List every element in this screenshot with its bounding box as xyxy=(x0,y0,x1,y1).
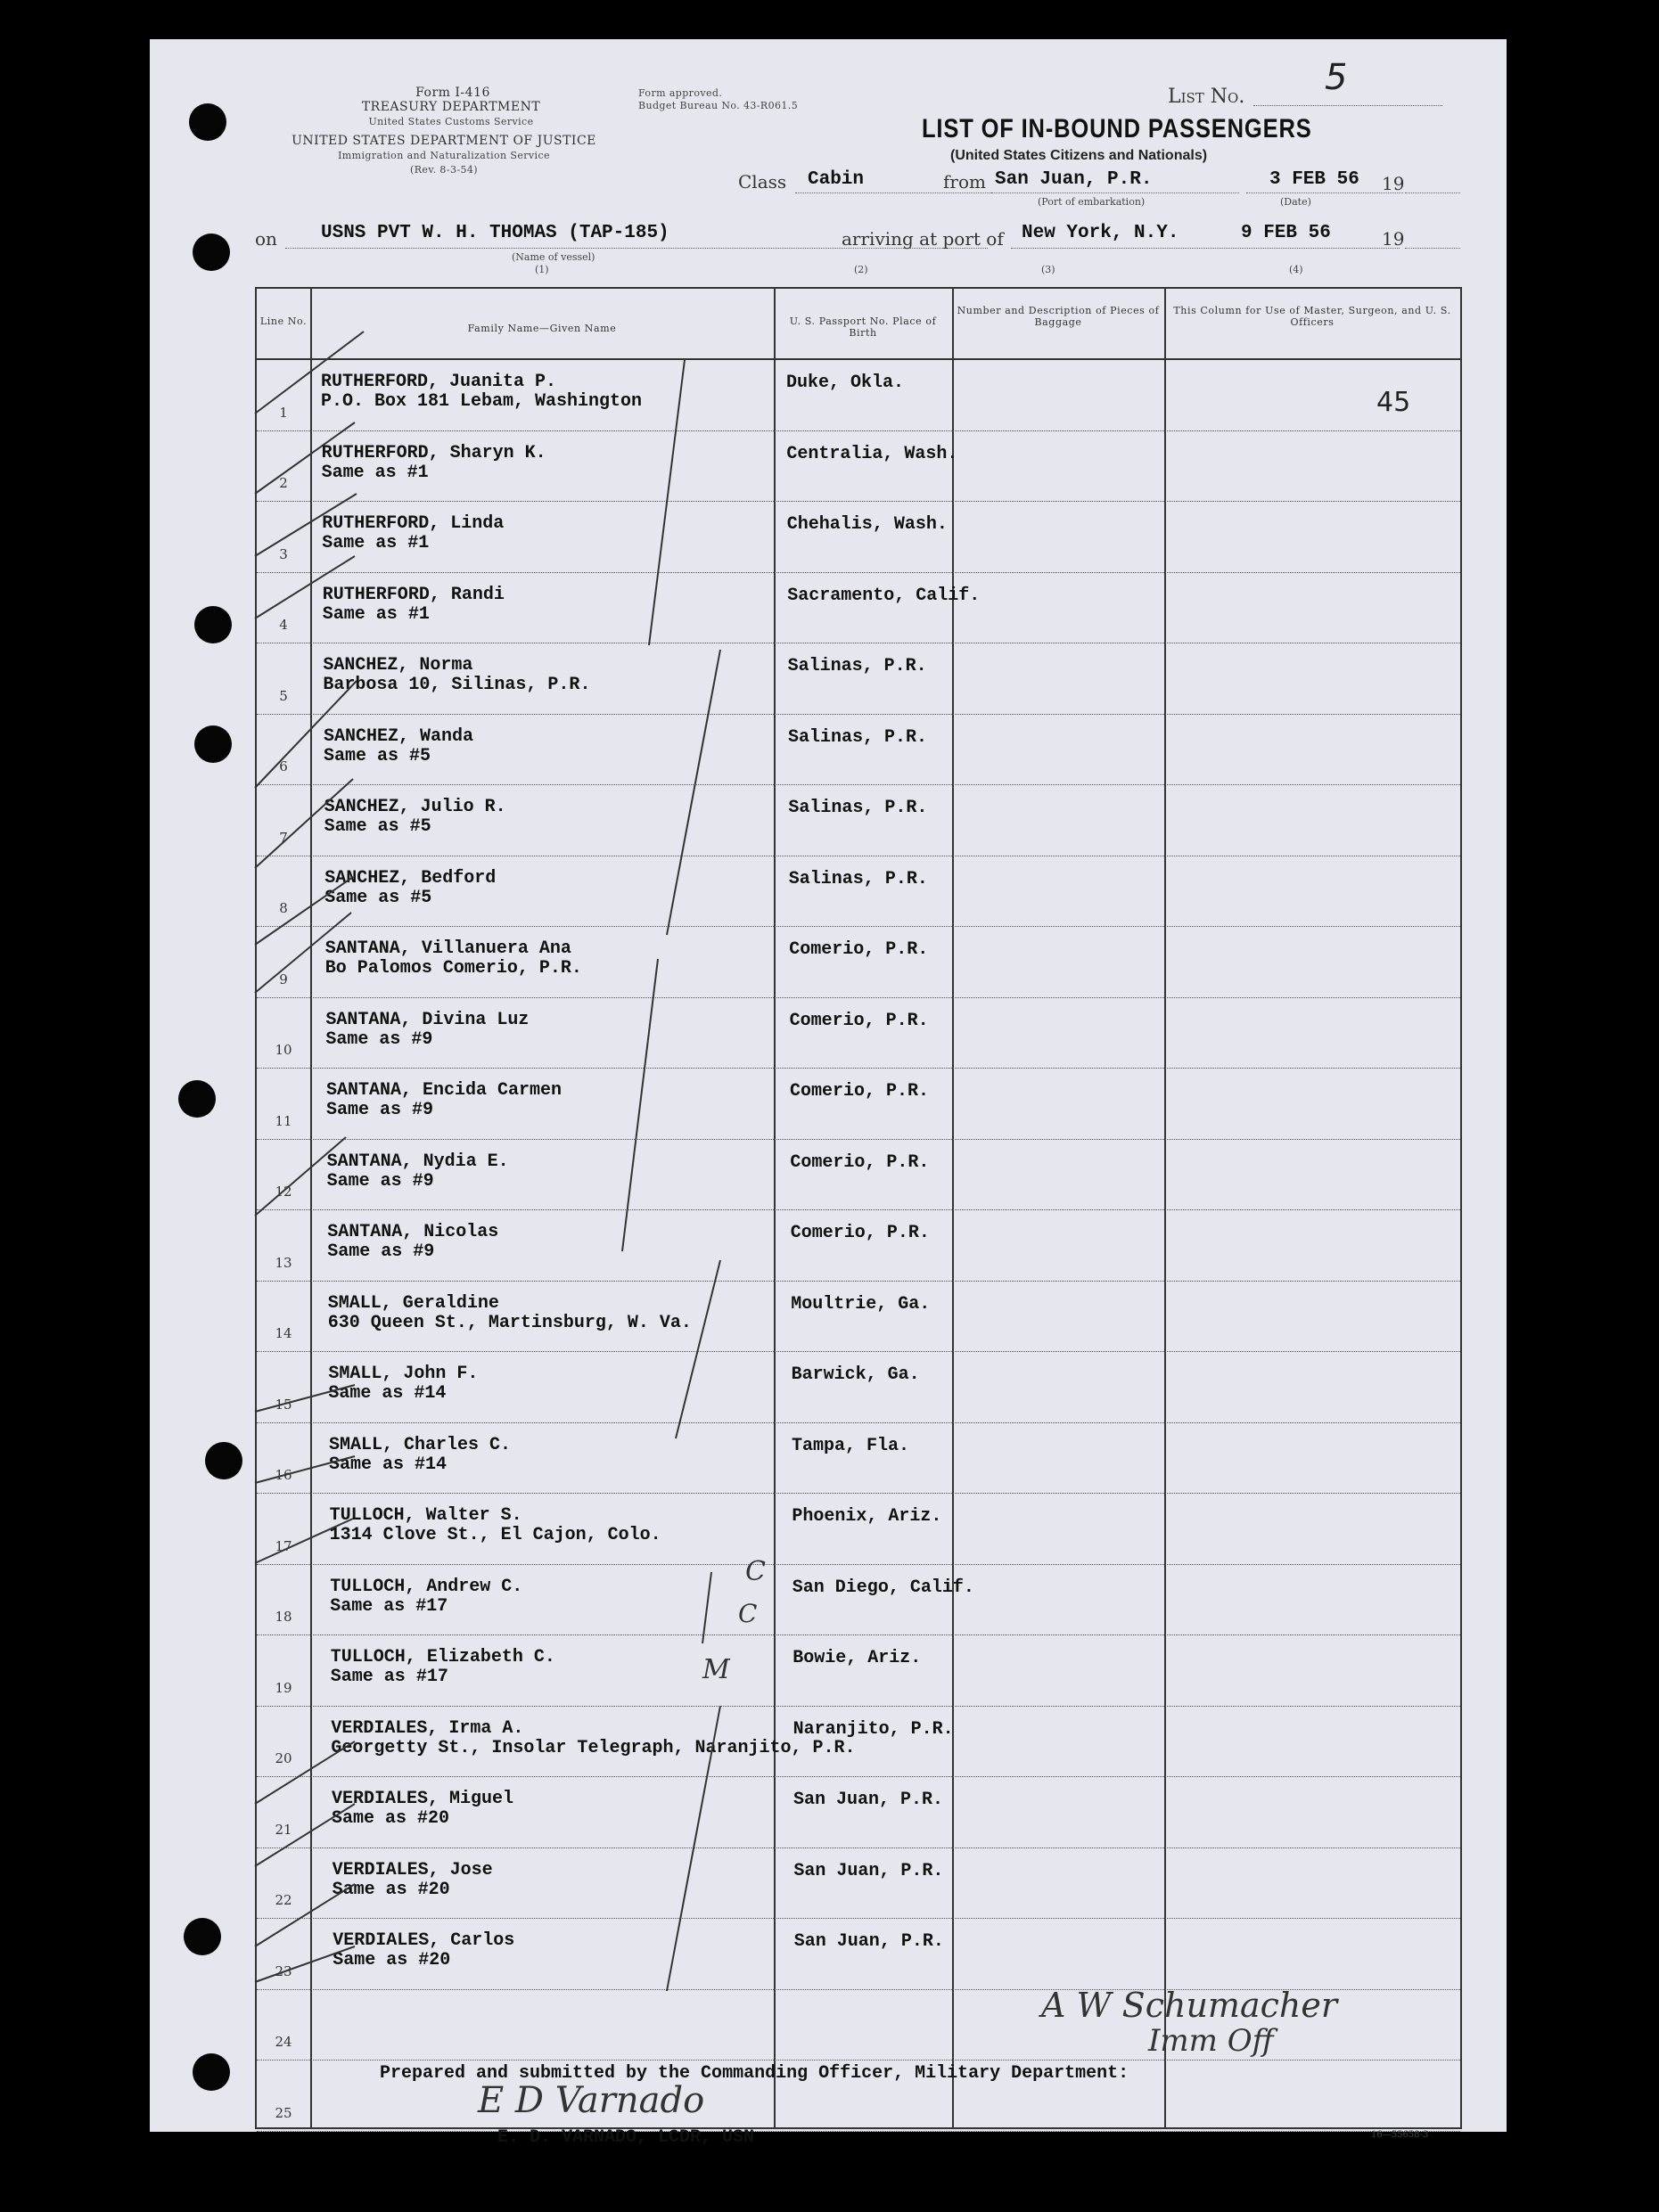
line-number: 17 xyxy=(275,1537,292,1554)
passenger-address: Same as #20 xyxy=(333,1950,451,1970)
line-number: 3 xyxy=(279,545,288,562)
passenger-name: SANTANA, Nydia E. xyxy=(326,1151,509,1172)
signer-signature: E D Varnado xyxy=(478,2080,705,2121)
from-port: San Juan, P.R. xyxy=(995,169,1153,190)
list-no-label: List No. xyxy=(1168,86,1245,108)
passenger-name: SANTANA, Encida Carmen xyxy=(326,1080,563,1101)
line-number: 10 xyxy=(275,1042,292,1058)
passenger-address: P.O. Box 181 Lebam, Washington xyxy=(321,391,643,412)
row-divider xyxy=(257,2131,1460,2132)
place-of-birth: Tampa, Fla. xyxy=(792,1435,910,1456)
place-of-birth: San Juan, P.R. xyxy=(793,1931,944,1952)
line-number: 14 xyxy=(275,1325,292,1341)
passenger-name: TULLOCH, Elizabeth C. xyxy=(330,1647,555,1667)
passenger-name: VERDIALES, Carlos xyxy=(333,1930,515,1951)
passenger-name: SANTANA, Nicolas xyxy=(327,1222,499,1242)
place-of-birth: Sacramento, Calif. xyxy=(787,585,981,606)
passenger-name: RUTHERFORD, Juanita P. xyxy=(321,372,557,392)
passenger-name: SMALL, Geraldine xyxy=(327,1292,499,1314)
passenger-address: Same as #9 xyxy=(326,1100,434,1120)
line-number: 4 xyxy=(279,617,288,633)
binder-hole xyxy=(178,1080,216,1118)
place-of-birth: Moultrie, Ga. xyxy=(791,1293,931,1315)
signer-name: E. D. VARNADO, LCDR, USN xyxy=(497,2127,755,2148)
binder-hole xyxy=(193,2053,230,2091)
binder-hole xyxy=(194,725,232,763)
line-number: 24 xyxy=(275,2034,292,2050)
line-number: 13 xyxy=(275,1254,292,1271)
prepared-statement: Prepared and submitted by the Commanding Officer, Military Department: xyxy=(380,2063,1129,2084)
year-prefix: 19 xyxy=(1382,228,1405,250)
arrival-port: New York, N.Y. xyxy=(1022,223,1179,243)
class-label: Class xyxy=(738,171,787,193)
place-of-birth: Comerio, P.R. xyxy=(789,939,929,960)
line-number: 8 xyxy=(279,900,288,916)
passenger-address: 630 Queen St., Martinsburg, W. Va. xyxy=(327,1312,692,1333)
caption-1: (1) xyxy=(535,264,549,275)
passenger-address: Same as #20 xyxy=(332,1808,450,1829)
place-of-birth: San Diego, Calif. xyxy=(792,1577,974,1598)
line-number: 15 xyxy=(275,1396,292,1413)
page-title: LIST OF IN-BOUND PASSENGERS xyxy=(922,114,1312,143)
binder-hole xyxy=(189,103,226,141)
line-number: 11 xyxy=(275,1112,292,1129)
line-number: 18 xyxy=(275,1609,292,1625)
line-number: 5 xyxy=(279,687,288,704)
place-of-birth: Comerio, P.R. xyxy=(789,1010,929,1031)
place-of-birth: Centralia, Wash. xyxy=(786,443,958,464)
passenger-address: Same as #9 xyxy=(325,1028,433,1050)
passenger-address: Same as #1 xyxy=(322,603,430,625)
officer-signature: A W Schumacher xyxy=(1041,1986,1338,2025)
line-number: 9 xyxy=(279,971,288,987)
place-of-birth: San Juan, P.R. xyxy=(793,1790,944,1810)
pencil-marks xyxy=(257,289,1460,2127)
place-of-birth: Phoenix, Ariz. xyxy=(792,1506,942,1527)
justice-dept: UNITED STATES DEPARTMENT OF JUSTICE xyxy=(292,134,596,148)
caption-2: (2) xyxy=(854,264,868,275)
officer-title: Imm Off xyxy=(1148,2023,1274,2059)
passenger-address: Same as #14 xyxy=(328,1383,447,1404)
place-of-birth: Bowie, Ariz. xyxy=(793,1648,922,1668)
hand-mark-c: C xyxy=(738,1599,758,1628)
print-code: 16—55658-3 xyxy=(1371,2130,1429,2140)
passenger-address: Barbosa 10, Silinas, P.R. xyxy=(323,675,591,695)
page-subtitle: (United States Citizens and Nationals) xyxy=(950,148,1208,163)
caption-3: (3) xyxy=(1041,264,1055,275)
from-port-caption: (Port of embarkation) xyxy=(1038,196,1146,208)
place-of-birth: Comerio, P.R. xyxy=(790,1081,930,1102)
vessel-name: USNS PVT W. H. THOMAS (TAP-185) xyxy=(321,223,669,243)
binder-hole xyxy=(205,1442,242,1479)
line-number: 2 xyxy=(279,475,288,491)
passenger-name: SANTANA, Villanuera Ana xyxy=(324,938,571,959)
arriving-label: arriving at port of xyxy=(842,228,1004,250)
place-of-birth: Salinas, P.R. xyxy=(787,656,927,676)
passenger-name: RUTHERFORD, Sharyn K. xyxy=(321,442,546,463)
year-prefix: 19 xyxy=(1382,173,1405,194)
hand-mark-m: M xyxy=(702,1654,730,1685)
revision: (Rev. 8-3-54) xyxy=(410,164,478,176)
binder-hole xyxy=(194,606,232,643)
passenger-address: Same as #1 xyxy=(321,462,429,483)
col-line-no: Line No. xyxy=(259,315,308,327)
customs-service: United States Customs Service xyxy=(368,116,534,127)
place-of-birth: Duke, Okla. xyxy=(786,373,905,393)
binder-hole xyxy=(193,233,230,271)
passenger-list-sheet xyxy=(150,39,1507,2148)
passenger-address: Same as #9 xyxy=(326,1170,434,1192)
passenger-name: SANCHEZ, Norma xyxy=(323,655,473,676)
place-of-birth: Salinas, P.R. xyxy=(788,868,928,889)
passenger-address: Same as #17 xyxy=(330,1595,448,1617)
passenger-address: Same as #14 xyxy=(329,1454,448,1475)
line-number: 25 xyxy=(275,2104,292,2121)
line-number: 7 xyxy=(279,829,288,846)
passenger-name: SMALL, John F. xyxy=(328,1364,479,1384)
line-number: 23 xyxy=(275,1962,292,1979)
vessel-caption: (Name of vessel) xyxy=(512,251,595,263)
passenger-address: Georgetty St., Insolar Telegraph, Naranjito, P.R. xyxy=(331,1737,856,1758)
line-number: 19 xyxy=(275,1679,292,1696)
arrival-date: 9 FEB 56 xyxy=(1241,223,1331,243)
from-label: from xyxy=(943,171,986,193)
line-number: 16 xyxy=(275,1467,292,1483)
passenger-address: Same as #5 xyxy=(324,745,431,766)
passenger-name: SMALL, Charles C. xyxy=(329,1434,512,1455)
list-no-value: 5 xyxy=(1325,57,1348,98)
place-of-birth: Salinas, P.R. xyxy=(788,726,928,748)
place-of-birth: Naranjito, P.R. xyxy=(793,1718,954,1740)
place-of-birth: San Juan, P.R. xyxy=(793,1860,944,1881)
caption-4: (4) xyxy=(1289,264,1303,275)
passenger-name: SANCHEZ, Wanda xyxy=(324,725,474,747)
passenger-address: 1314 Clove St., El Cajon, Colo. xyxy=(329,1525,661,1545)
place-of-birth: Comerio, P.R. xyxy=(790,1151,930,1173)
annotation-45: 45 xyxy=(1376,387,1411,418)
class-value: Cabin xyxy=(808,169,865,190)
place-of-birth: Comerio, P.R. xyxy=(790,1223,930,1243)
line-number: 22 xyxy=(275,1892,292,1908)
form-number: Form I-416 xyxy=(415,86,490,100)
place-of-birth: Salinas, P.R. xyxy=(788,798,928,818)
passenger-name: TULLOCH, Andrew C. xyxy=(330,1576,523,1597)
line-number: 6 xyxy=(279,758,288,774)
passenger-name: RUTHERFORD, Linda xyxy=(322,513,505,534)
passenger-address: Bo Palomos Comerio, P.R. xyxy=(324,958,582,979)
line-number: 1 xyxy=(279,404,288,421)
passenger-address: Same as #5 xyxy=(324,887,432,908)
passenger-name: VERDIALES, Irma A. xyxy=(331,1717,524,1739)
place-of-birth: Chehalis, Wash. xyxy=(786,514,948,535)
passenger-address: Same as #20 xyxy=(332,1879,450,1900)
passenger-name: SANCHEZ, Julio R. xyxy=(324,797,506,817)
line-number: 12 xyxy=(275,1184,292,1200)
form-approved: Form approved. xyxy=(638,87,723,99)
passenger-name: VERDIALES, Jose xyxy=(332,1859,493,1880)
treasury-dept: TREASURY DEPARTMENT xyxy=(361,100,541,114)
passenger-name: VERDIALES, Miguel xyxy=(332,1789,514,1809)
passenger-address: Same as #1 xyxy=(322,533,430,553)
ins-name: Immigration and Naturalization Service xyxy=(338,150,550,161)
on-label: on xyxy=(255,228,277,250)
binder-hole xyxy=(184,1918,221,1955)
passenger-name: RUTHERFORD, Randi xyxy=(322,584,505,605)
passenger-name: TULLOCH, Walter S. xyxy=(329,1505,522,1526)
col-officers: This Column for Use of Master, Surgeon, and U. S. Officers xyxy=(1173,305,1451,328)
line-number: 21 xyxy=(275,1821,292,1838)
date-caption: (Date) xyxy=(1280,196,1311,208)
passenger-name: SANTANA, Divina Luz xyxy=(325,1009,530,1030)
passenger-address: Same as #5 xyxy=(324,816,431,837)
line-number: 20 xyxy=(275,1750,292,1766)
col-name: Family Name—Given Name xyxy=(467,323,617,334)
budget-bureau: Budget Bureau No. 43-R061.5 xyxy=(638,100,799,111)
passenger-address: Same as #9 xyxy=(327,1241,435,1262)
passenger-address: Same as #17 xyxy=(330,1667,448,1687)
place-of-birth: Barwick, Ga. xyxy=(791,1364,920,1385)
from-date: 3 FEB 56 xyxy=(1269,169,1359,190)
hand-mark-c: C xyxy=(745,1556,766,1587)
col-baggage: Number and Description of Pieces of Baggage xyxy=(957,305,1160,328)
col-passport-birth: U. S. Passport No. Place of Birth xyxy=(789,315,937,339)
passenger-name: SANCHEZ, Bedford xyxy=(324,867,497,889)
